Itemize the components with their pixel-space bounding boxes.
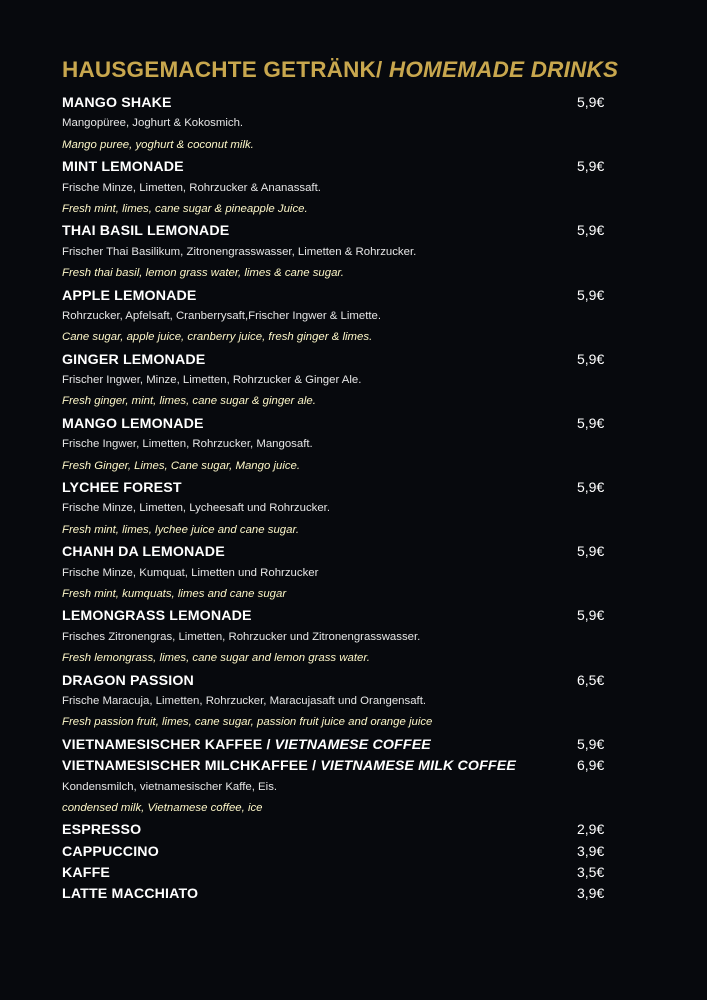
item-name-text: CAPPUCCINO — [62, 843, 159, 860]
item-price: 3,5€ — [577, 864, 605, 881]
item-price: 6,5€ — [577, 671, 605, 688]
item-name-text: DRAGON PASSION — [62, 672, 194, 689]
item-description-english: Fresh passion fruit, limes, cane sugar, passion fruit juice and orange juice — [62, 716, 433, 729]
item-name-text: MANGO LEMONADE — [62, 415, 204, 432]
menu-item — [62, 670, 622, 691]
item-name-text: KAFFE — [62, 865, 111, 882]
menu-item — [62, 862, 622, 883]
item-price: 6,9€ — [577, 757, 605, 774]
menu-item — [62, 413, 622, 434]
menu-item — [62, 819, 622, 840]
menu-item — [62, 883, 622, 904]
item-name — [62, 844, 159, 860]
title-german: HAUSGEMACHTE GETRÄNK/ — [62, 57, 383, 82]
item-name — [62, 886, 198, 902]
item-description-english: Fresh thai basil, lemon grass water, limes & cane sugar. — [62, 267, 344, 280]
item-description-german: Frische Minze, Limetten, Lycheesaft und Rohrzucker. — [62, 502, 331, 515]
item-name-text: APPLE LEMONADE — [62, 287, 197, 304]
item-name-text: LATTE MACCHIATO — [62, 886, 199, 903]
item-name-english: VIETNAMESE COFFEE — [274, 736, 431, 753]
item-description-english: Fresh Ginger, Limes, Cane sugar, Mango juice. — [62, 459, 301, 472]
item-description-german: Frische Ingwer, Limetten, Rohrzucker, Mangosaft. — [62, 438, 313, 451]
item-description-english: Fresh mint, limes, lychee juice and cane sugar. — [62, 523, 299, 536]
item-description-german: Kondensmilch, vietnamesischer Kaffe, Eis. — [62, 780, 278, 793]
item-name-text: LYCHEE FOREST — [62, 480, 182, 497]
item-price: 5,9€ — [577, 414, 605, 431]
item-name — [62, 865, 110, 881]
item-price: 5,9€ — [577, 286, 605, 303]
menu-item — [62, 477, 622, 498]
item-price: 5,9€ — [577, 735, 605, 752]
item-description-german: Frische Minze, Limetten, Rohrzucker & Ananassaft. — [62, 181, 321, 194]
menu-item — [62, 220, 622, 241]
item-name — [62, 352, 205, 368]
item-price: 3,9€ — [577, 842, 605, 859]
item-name-text: VIETNAMESISCHER MILCHKAFFEE / — [62, 758, 321, 775]
item-name-text: ESPRESSO — [62, 822, 142, 839]
item-name — [62, 758, 516, 774]
item-price: 5,9€ — [577, 543, 605, 560]
item-name-text: MANGO SHAKE — [62, 95, 172, 111]
item-description-german: Frischer Ingwer, Minze, Limetten, Rohrzucker & Ginger Ale. — [62, 374, 362, 387]
item-name — [62, 159, 184, 175]
item-name-text: GINGER LEMONADE — [62, 351, 206, 368]
item-name-text: LEMONGRASS LEMONADE — [62, 608, 252, 625]
item-price: 5,9€ — [577, 350, 605, 367]
item-description-german: Frische Minze, Kumquat, Limetten und Rohrzucker — [62, 566, 319, 579]
page-title — [62, 56, 618, 84]
item-description-english: Fresh lemongrass, limes, cane sugar and lemon grass water. — [62, 652, 370, 665]
item-name — [62, 288, 197, 304]
item-description-english: Fresh ginger, mint, limes, cane sugar & ginger ale. — [62, 395, 316, 408]
menu-item — [62, 92, 622, 113]
item-price: 5,9€ — [577, 479, 605, 496]
item-price: 5,9€ — [577, 222, 605, 239]
item-price: 2,9€ — [577, 821, 605, 838]
item-name-text: THAI BASIL LEMONADE — [62, 223, 230, 240]
item-name — [62, 223, 229, 239]
drinks-menu-list — [62, 92, 622, 905]
item-price: 5,9€ — [577, 94, 605, 110]
item-name — [62, 822, 141, 838]
item-name — [62, 480, 182, 496]
title-english: HOMEMADE DRINKS — [388, 57, 619, 82]
item-name-text: MINT LEMONADE — [62, 159, 184, 176]
item-name — [62, 737, 431, 753]
item-name — [62, 544, 225, 560]
menu-item — [62, 156, 622, 177]
menu-item — [62, 349, 622, 370]
item-description-german: Frisches Zitronengras, Limetten, Rohrzucker und Zitronengrasswasser. — [62, 630, 421, 643]
item-price: 5,9€ — [577, 607, 605, 624]
menu-item — [62, 285, 622, 306]
menu-item — [62, 541, 622, 562]
item-description-english: condensed milk, Vietnamese coffee, ice — [62, 801, 263, 814]
menu-item — [62, 734, 622, 755]
item-description-german: Frischer Thai Basilikum, Zitronengrasswasser, Limetten & Rohrzucker. — [62, 245, 417, 258]
item-description-english: Fresh mint, limes, cane sugar & pineapple Juice. — [62, 202, 308, 215]
item-name-text: VIETNAMESISCHER KAFFEE / — [62, 736, 275, 753]
item-name-english: VIETNAMESE MILK COFFEE — [320, 758, 516, 775]
item-price: 3,9€ — [577, 885, 605, 902]
item-description-german: Mangopüree, Joghurt & Kokosmich. — [62, 117, 244, 130]
item-description-english: Fresh mint, kumquats, limes and cane sugar — [62, 587, 287, 600]
item-name — [62, 673, 194, 689]
menu-item — [62, 841, 622, 862]
item-name — [62, 416, 204, 432]
item-description-english: Mango puree, yoghurt & coconut milk. — [62, 138, 254, 151]
item-name — [62, 95, 172, 111]
item-description-german: Frische Maracuja, Limetten, Rohrzucker, Maracujasaft und Orangensaft. — [62, 694, 427, 707]
menu-item — [62, 755, 622, 776]
item-description-english: Cane sugar, apple juice, cranberry juice, fresh ginger & limes. — [62, 331, 373, 344]
item-name — [62, 608, 252, 624]
item-name-text: CHANH DA LEMONADE — [62, 544, 225, 561]
item-description-german: Rohrzucker, Apfelsaft, Cranberrysaft,Frischer Ingwer & Limette. — [62, 309, 382, 322]
item-price: 5,9€ — [577, 158, 605, 175]
menu-item — [62, 605, 622, 626]
